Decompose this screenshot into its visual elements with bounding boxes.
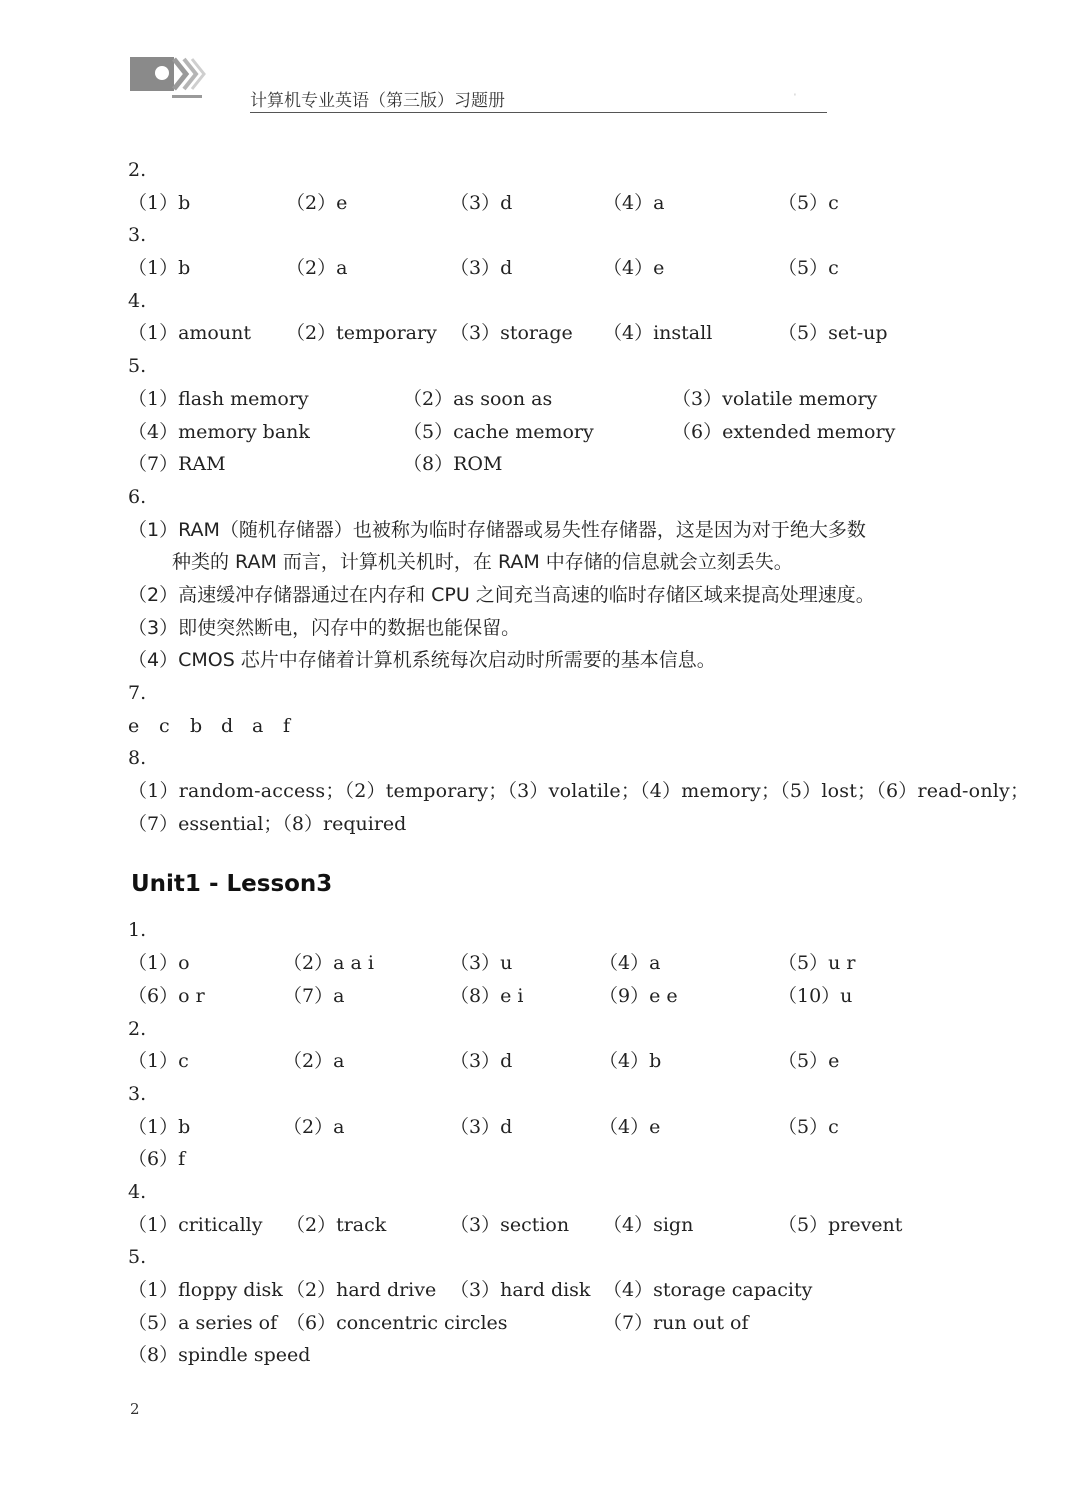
answer: （9）e e [599,984,678,1007]
answer: （4）b [599,1050,662,1073]
answer: （2）e [286,191,348,214]
answer: （5）e [778,1050,840,1073]
sequence-item: d [221,714,234,737]
question-label: 2. [128,159,147,181]
question-label: 8. [128,747,147,770]
answer-row [128,1143,958,1176]
answer: （10）u [778,984,853,1007]
page-content [128,154,1030,1372]
answer: （3）d [450,1050,513,1073]
answer: （7）run out of [603,1311,749,1334]
question-label: 7. [128,682,147,704]
answer-row [128,1045,958,1078]
translation-line: 种类的 RAM 而言，计算机关机时，在 RAM 中存储的信息就会立刻丢失。 [172,551,793,574]
answer: （8）e i [450,984,524,1007]
answer: （3）storage [450,322,573,345]
answer-row [128,317,958,350]
header-mark: ' [794,93,796,101]
answer: （2）track [286,1213,387,1236]
question-label: 5. [128,1246,147,1269]
answer: （5）c [778,1115,839,1138]
sequence-item: c [159,714,170,737]
answer-row [128,980,958,1013]
answer-row [128,1111,958,1144]
answer-line: （1）random-access；（2）temporary；（3）volatile；（4）memory；（5）lost；（6）read-only； [128,780,1030,803]
answer: （6）concentric circles [286,1311,508,1334]
answer: （2）a [283,1115,345,1138]
answer-row [128,416,958,449]
translation-line: （4）CMOS 芯片中存储着计算机系统每次启动时所需要的基本信息。 [128,649,716,672]
header-rule [250,112,827,113]
answer: （2）a a i [283,952,374,975]
answer: （1）critically [128,1213,263,1236]
answer-row [128,1339,958,1372]
answer: （4）a [603,191,665,214]
question-label: 5. [128,355,147,378]
answer: （4）sign [603,1213,694,1236]
answer-line: （7）essential；（8）required [128,812,407,835]
answer: （5）cache memory [403,420,594,443]
answer: （1）amount [128,322,251,345]
answer-row [128,383,958,416]
translation-line: （2）高速缓冲存储器通过在内存和 CPU 之间充当高速的临时存储区域来提高处理速度。 [128,583,875,606]
publisher-logo [130,57,212,101]
answer: （1）floppy disk [128,1279,283,1301]
question-label: 3. [128,1082,147,1105]
answer: （1）b [128,1115,191,1138]
sequence-answer [128,710,958,743]
answer: （1）o [128,952,190,975]
answer: （3）d [450,191,513,214]
question-label: 1. [128,919,147,942]
answer: （5）prevent [778,1213,903,1236]
answer: （7）RAM [128,453,226,476]
header-title: 计算机专业英语（第三版）习题册 [250,91,505,111]
answer: （1）b [128,257,191,280]
answer: （7）a [283,984,345,1007]
answer: （5）a series of [128,1311,278,1334]
answer: （5）c [778,191,839,214]
answer: （3）hard disk [450,1279,591,1301]
answer: （8）ROM [403,453,503,476]
question-label: 3. [128,224,147,247]
question-label: 2. [128,1017,147,1040]
translation-line: （1）RAM（随机存储器）也被称为临时存储器或易失性存储器，这是因为对于绝大多数 [128,518,866,541]
answer: （2）hard drive [286,1279,437,1301]
answer: （2）as soon as [403,387,553,410]
answer: （4）memory bank [128,420,310,443]
answer: （4）storage capacity [603,1279,813,1301]
answer: （2）a [283,1050,345,1073]
answer: （6）o r [128,984,205,1007]
answer: （5）c [778,257,839,280]
answer: （8）spindle speed [128,1344,311,1367]
answer: （4）install [603,322,713,345]
answer-row [128,187,958,220]
answer: （3）volatile memory [672,387,878,410]
page-number: 2 [130,1400,140,1418]
answer: （6）f [128,1148,186,1171]
answer-row [128,1274,958,1307]
answer-row [128,448,958,481]
question-label: 4. [128,289,147,312]
answer-row [128,1307,958,1340]
answer-row [128,1209,958,1242]
sequence-item: b [190,714,203,737]
answer: （1）c [128,1050,189,1073]
answer: （5）set-up [778,322,888,345]
answer: （2）temporary [286,322,437,345]
question-label: 4. [128,1180,147,1203]
translation-line: （3）即使突然断电，闪存中的数据也能保留。 [128,616,521,639]
answer: （1）flash memory [128,387,309,410]
sequence-item: e [128,714,140,737]
answer: （4）e [599,1115,661,1138]
answer-row [128,947,958,980]
section-title: Unit1 - Lesson3 [131,871,333,898]
sequence-item: a [252,714,264,737]
answer-row [128,252,958,285]
answer: （3）section [450,1213,570,1236]
question-label: 6. [128,485,147,508]
answer: （4）a [599,952,661,975]
sequence-item: f [283,714,291,737]
answer: （5）u r [778,952,856,975]
answer: （3）d [450,257,513,280]
answer: （6）extended memory [672,420,896,443]
answer: （2）a [286,257,348,280]
answer: （4）e [603,257,665,280]
answer: （3）u [450,952,513,975]
answer: （3）d [450,1115,513,1138]
answer: （1）b [128,191,191,214]
